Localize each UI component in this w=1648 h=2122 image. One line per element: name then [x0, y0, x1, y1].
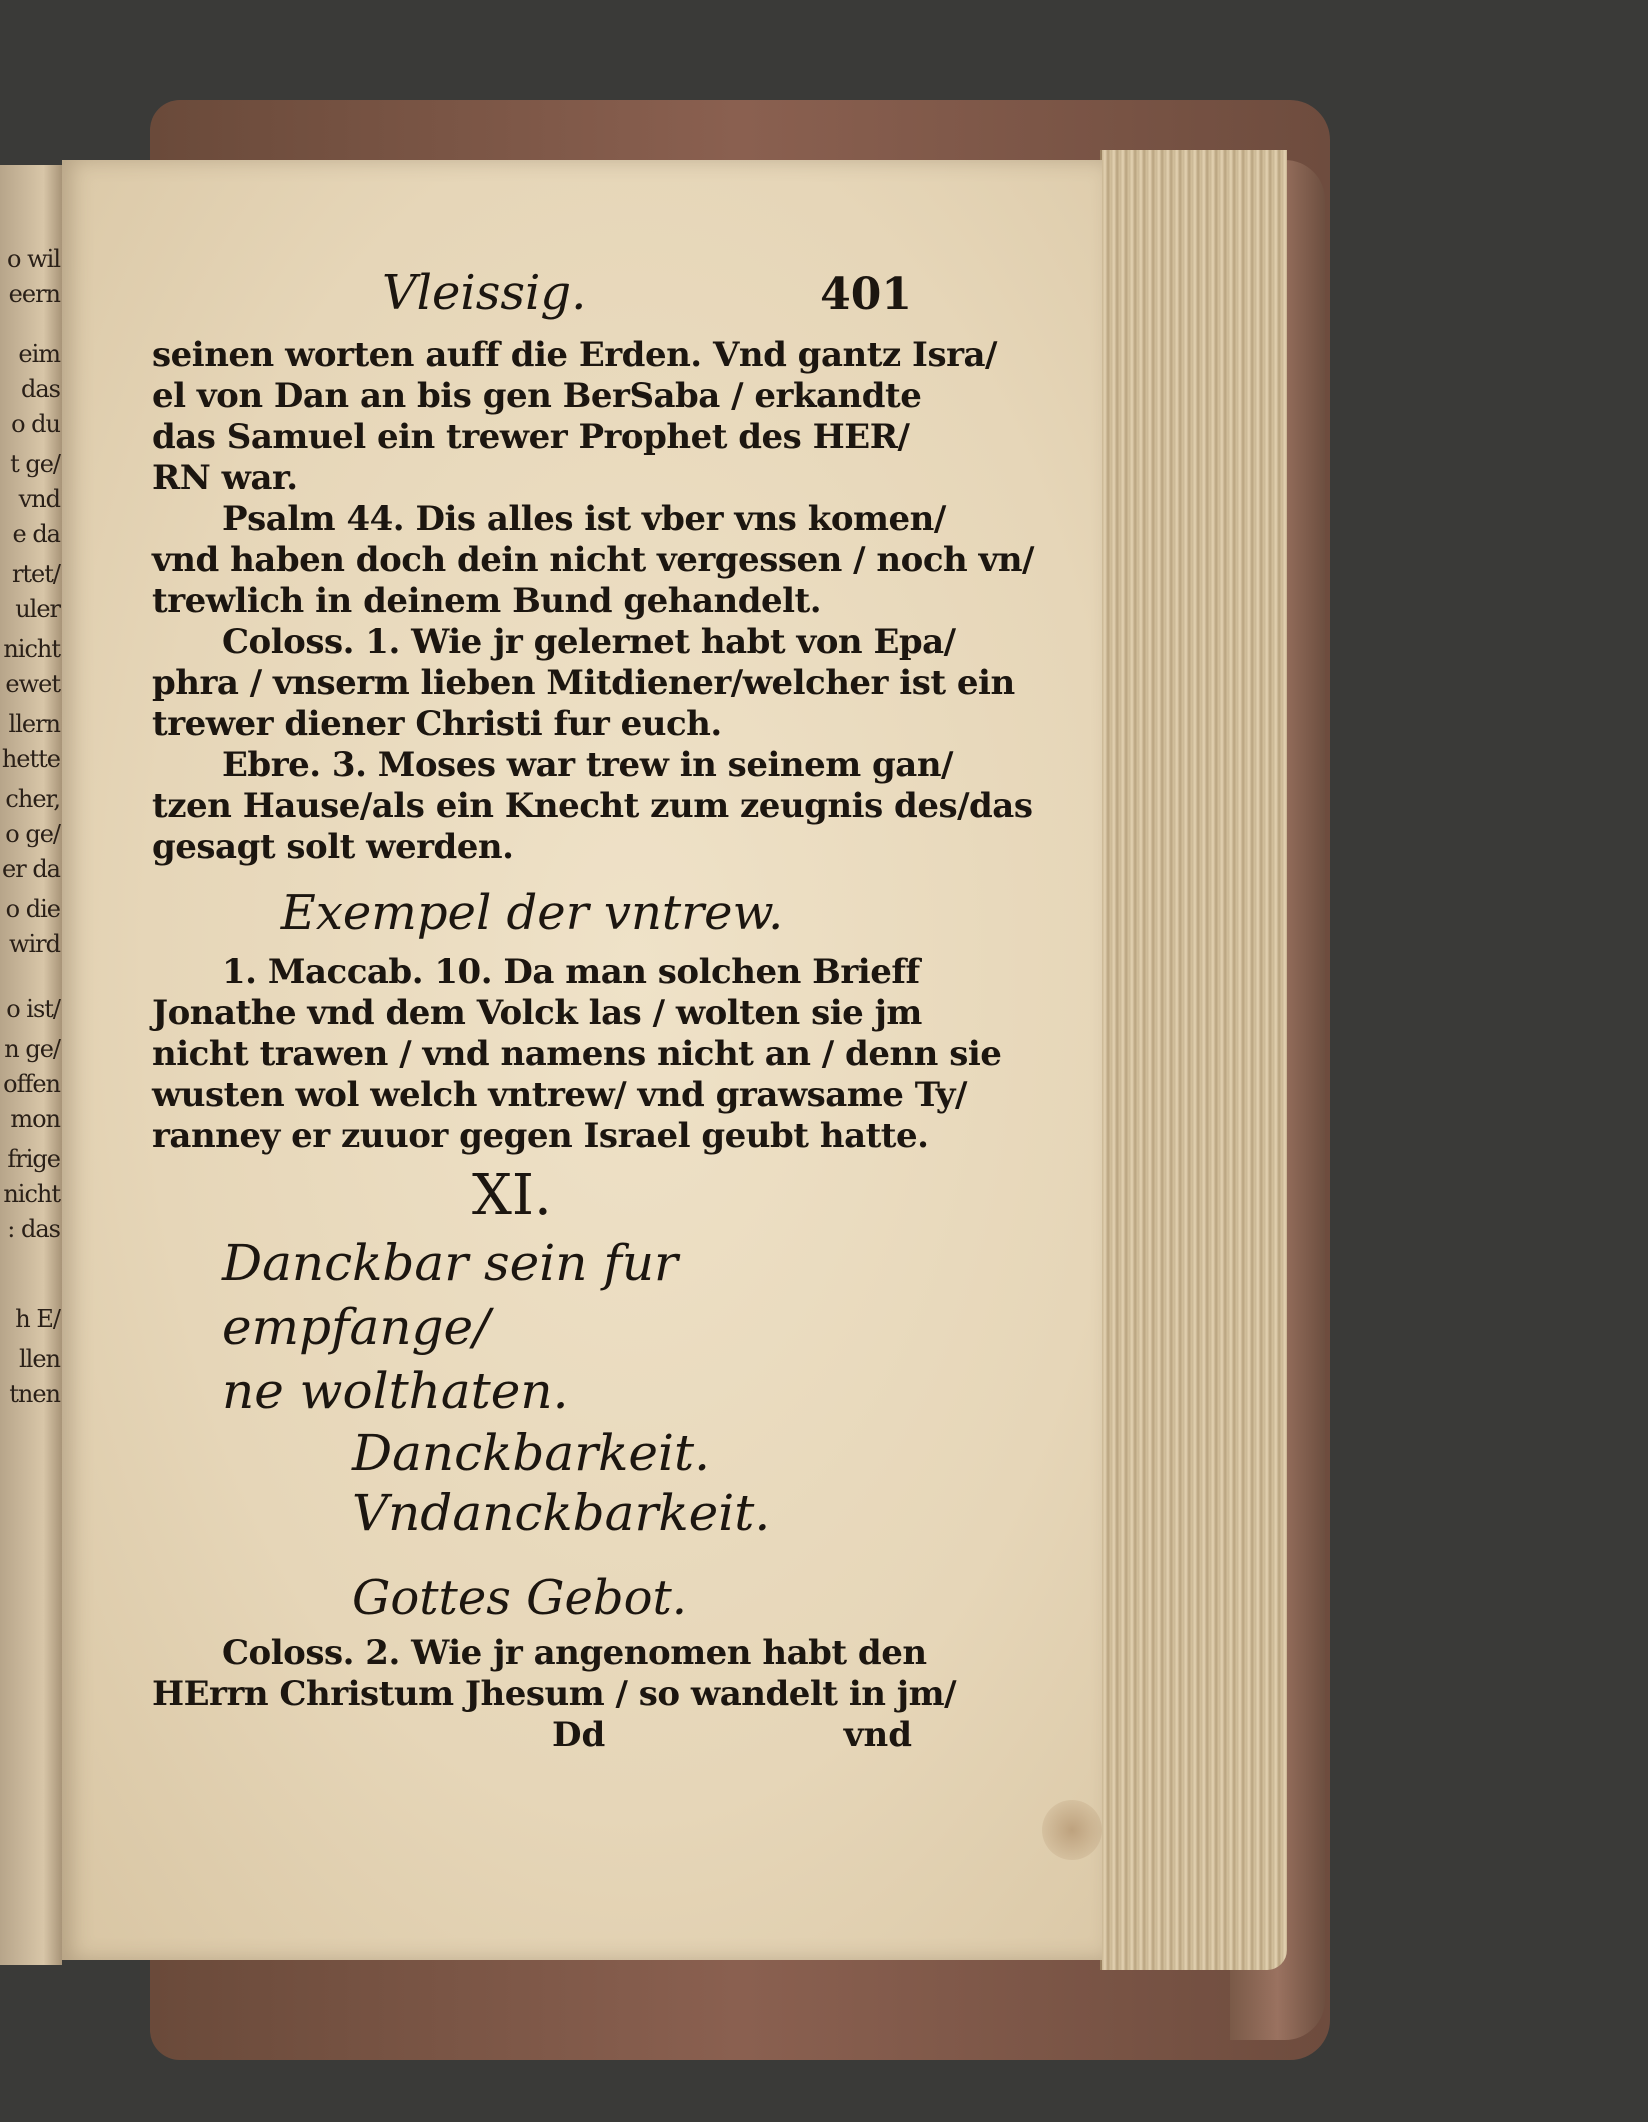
- page-number: 401: [820, 269, 912, 320]
- left-fragment-text: rtet/: [11, 560, 60, 588]
- left-fragment-text: : das: [7, 1215, 60, 1243]
- left-fragment-text: llern: [8, 710, 60, 738]
- left-fragment-text: eim: [18, 340, 60, 368]
- left-fragment-text: hette: [1, 745, 60, 773]
- left-fragment-text: cher,: [5, 785, 60, 813]
- text-line: Coloss. 1. Wie jr gelernet habt von Epa/: [222, 622, 956, 662]
- left-fragment-text: e da: [12, 520, 60, 548]
- left-page-fragment: [0, 165, 62, 1965]
- text-line: vnd haben doch dein nicht vergessen / noch vn/: [152, 540, 1034, 580]
- left-fragment-text: o du: [11, 410, 60, 438]
- left-fragment-text: ewet: [5, 670, 60, 698]
- left-fragment-text: o die: [5, 895, 60, 923]
- left-fragment-text: vnd: [18, 485, 60, 513]
- text-line: das Samuel ein trewer Prophet des HER/: [152, 417, 910, 457]
- chapter-title-line-1: Danckbar sein fur empfange/: [222, 1234, 678, 1356]
- book-page: [62, 160, 1102, 1960]
- left-fragment-text: wird: [8, 930, 60, 958]
- left-fragment-text: eern: [8, 280, 60, 308]
- running-head: [152, 265, 912, 335]
- left-fragment-text: uler: [15, 595, 60, 623]
- left-fragment-text: er da: [2, 855, 60, 883]
- heading-exempel: Exempel der vntrew.: [280, 885, 784, 941]
- text-line: trewer diener Christi fur euch.: [152, 704, 722, 744]
- left-fragment-text: nicht: [3, 1180, 60, 1208]
- text-line: tzen Hause/als ein Knecht zum zeugnis des/das: [152, 786, 1033, 826]
- left-fragment-text: mon: [10, 1105, 60, 1133]
- text-line: RN war.: [152, 458, 298, 498]
- page-footer: [152, 1715, 912, 1756]
- text-line: nicht trawen / vnd namens nicht an / denn sie: [152, 1034, 1002, 1074]
- left-fragment-text: nicht: [3, 635, 60, 663]
- text-line: Coloss. 2. Wie jr angenomen habt den: [222, 1633, 927, 1673]
- chapter-title-line-2: ne wolthaten.: [222, 1362, 569, 1420]
- text-line: seinen worten auff die Erden. Vnd gantz Isra/: [152, 335, 997, 375]
- left-fragment-text: das: [21, 375, 60, 403]
- stain: [1042, 1800, 1102, 1860]
- text-lines-top: [152, 335, 1034, 868]
- text-line: el von Dan an bis gen BerSaba / erkandte: [152, 376, 922, 416]
- left-fragment-text: offen: [3, 1070, 60, 1098]
- text-lines-middle: [152, 952, 1002, 1157]
- sub-heading-vndanckbarkeit: Vndanckbarkeit.: [352, 1484, 771, 1542]
- left-fragment-text: o ist/: [6, 995, 60, 1023]
- text-line: Psalm 44. Dis alles ist vber vns komen/: [222, 499, 946, 539]
- page-text: [152, 265, 1034, 1756]
- left-fragment-text: o ge/: [5, 820, 60, 848]
- left-fragment-text: h E/: [15, 1305, 60, 1333]
- text-line: trewlich in deinem Bund gehandelt.: [152, 581, 822, 621]
- text-line: ranney er zuuor gegen Israel geubt hatte.: [152, 1116, 929, 1156]
- left-fragment-text: llen: [18, 1345, 60, 1373]
- text-line: gesagt solt werden.: [152, 827, 514, 867]
- catchword: vnd: [843, 1715, 912, 1755]
- running-head-title: Vleissig.: [382, 265, 587, 321]
- text-lines-bottom: [152, 1633, 956, 1715]
- sub-heading-danckbarkeit: Danckbarkeit.: [352, 1424, 710, 1482]
- text-line: phra / vnserm lieben Mitdiener/welcher ist ein: [152, 663, 1015, 703]
- left-fragment-text: tnen: [9, 1380, 60, 1408]
- left-fragment-text: o wil: [7, 245, 60, 273]
- text-line: wusten wol welch vntrew/ vnd grawsame Ty/: [152, 1075, 967, 1115]
- left-fragment-text: t ge/: [10, 450, 60, 478]
- text-line: Ebre. 3. Moses war trew in seinem gan/: [222, 745, 953, 785]
- text-line: 1. Maccab. 10. Da man solchen Brieff: [222, 952, 920, 992]
- signature-mark: Dd: [552, 1715, 606, 1755]
- left-fragment-text: frige: [7, 1145, 60, 1173]
- text-line: HErrn Christum Jhesum / so wandelt in jm/: [152, 1674, 956, 1714]
- left-fragment-text: n ge/: [4, 1035, 60, 1063]
- text-line: Jonathe vnd dem Volck las / wolten sie jm: [152, 993, 922, 1033]
- chapter-number: XI.: [472, 1163, 552, 1228]
- heading-gottes-gebot: Gottes Gebot.: [352, 1570, 688, 1626]
- page-edges: [1100, 150, 1287, 1970]
